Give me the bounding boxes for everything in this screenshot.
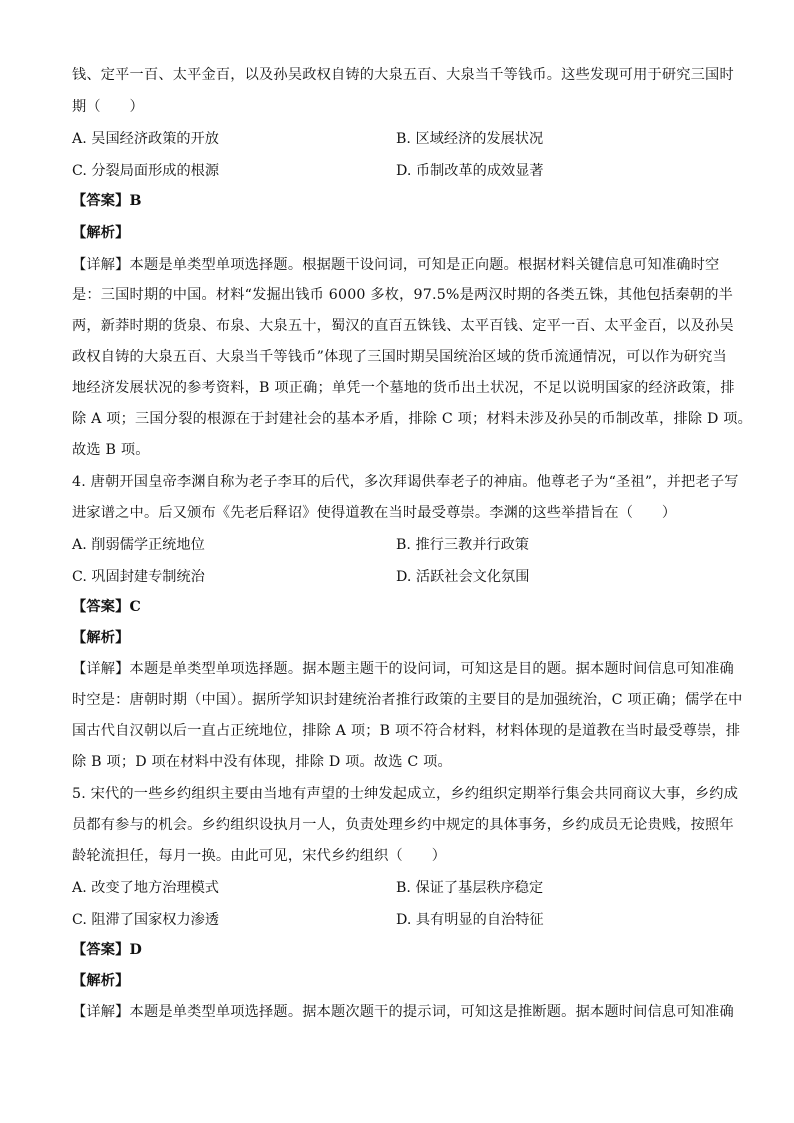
q5-stem-line-3: 龄轮流担任，每月一换。由此可见，宋代乡约组织（ ）	[72, 848, 447, 864]
q3-option-b: B. 区域经济的发展状况	[396, 131, 544, 147]
q3-detail-line-1: 【详解】本题是单类型单项选择题。根据题干设问词，可知是正向题。根据材料关键信息可知准确时空	[72, 257, 720, 273]
q5-detail-line-1: 【详解】本题是单类型单项选择题。据本题次题干的提示词，可知这是推断题。据本题时间信息可知准确	[72, 1004, 734, 1020]
q3-detail-line-5: 地经济发展状况的参考资料，B 项正确；单凭一个墓地的货币出土状况，不足以说明国家的经济政策，排	[72, 380, 735, 396]
q4-detail-line-3: 国古代自汉朝以后一直占正统地位，排除 A 项；B 项不符合材料，材料体现的是道教在当时最受尊崇，排	[72, 723, 741, 739]
q4-detail-line-2: 时空是：唐朝时期（中国）。据所学知识封建统治者推行政策的主要目的是加强统治，C 项正确；儒学在中	[72, 692, 743, 708]
q4-stem-line-2: 进家谱之中。后又颁布《先老后释诏》使得道教在当时最受尊崇。李渊的这些举措旨在（ ）	[72, 505, 677, 521]
q5-stem-line-1: 5. 宋代的一些乡约组织主要由当地有声望的士绅发起成立，乡约组织定期举行集会共同商议大事，乡约成	[72, 786, 739, 802]
q3-option-d: D. 币制改革的成效显著	[396, 163, 544, 179]
q3-option-a: A. 吴国经济政策的开放	[72, 131, 219, 147]
q3-analysis-label: 【解析】	[72, 225, 130, 241]
q4-analysis-label: 【解析】	[72, 630, 130, 646]
q5-option-d: D. 具有明显的自治特征	[396, 912, 544, 928]
q5-option-c: C. 阻滞了国家权力渗透	[72, 912, 220, 928]
q5-analysis-label: 【解析】	[72, 973, 130, 989]
q3-option-c: C. 分裂局面形成的根源	[72, 163, 220, 179]
q3-detail-line-2: 是：三国时期的中国。材料“发掘出钱币 6000 多枚，97.5%是两汉时期的各类五铢，其他包括秦朝的半	[72, 287, 733, 303]
q5-option-b: B. 保证了基层秩序稳定	[396, 880, 544, 896]
q3-detail-line-4: 政权自铸的大泉五百、大泉当千等钱币”体现了三国时期吴国统治区域的货币流通情况，可以作为研究当	[72, 349, 727, 365]
q3-answer: 【答案】B	[72, 193, 142, 209]
q5-answer: 【答案】D	[72, 942, 143, 958]
q4-option-d: D. 活跃社会文化氛围	[396, 569, 530, 585]
q3-stem-line-2: 期（ ）	[72, 99, 144, 115]
q5-stem-line-2: 员都有参与的机会。乡约组织设执月一人，负责处理乡约中规定的具体事务，乡约成员无论贵贱，按照年	[72, 817, 734, 833]
q4-option-c: C. 巩固封建专制统治	[72, 569, 205, 585]
q3-detail-line-7: 故选 B 项。	[72, 442, 150, 458]
q4-option-b: B. 推行三教并行政策	[396, 537, 529, 553]
q3-detail-line-6: 除 A 项；三国分裂的根源在于封建社会的基本矛盾，排除 C 项；材料未涉及孙吴的币制改革，排除 D 项。	[72, 411, 753, 427]
q4-detail-line-1: 【详解】本题是单类型单项选择题。据本题主题干的设问词，可知这是目的题。据本题时间信息可知准确	[72, 661, 734, 677]
q3-detail-line-3: 两，新莽时期的货泉、布泉、大泉五十，蜀汉的直百五铢钱、太平百钱、定平一百、太平金百，以及孙吴	[72, 318, 734, 334]
q4-answer: 【答案】C	[72, 599, 142, 615]
q4-option-a: A. 削弱儒学正统地位	[72, 537, 205, 553]
q5-option-a: A. 改变了地方治理模式	[72, 880, 219, 896]
q3-stem-line-1: 钱、定平一百、太平金百，以及孙吴政权自铸的大泉五百、大泉当千等钱币。这些发现可用于研究三国时	[72, 67, 734, 83]
q4-stem-line-1: 4. 唐朝开国皇帝李渊自称为老子李耳的后代，多次拜谒供奉老子的神庙。他尊老子为“圣祖”，并把老子写	[72, 474, 739, 490]
q4-detail-line-4: 除 B 项；D 项在材料中没有体现，排除 D 项。故选 C 项。	[72, 754, 452, 770]
